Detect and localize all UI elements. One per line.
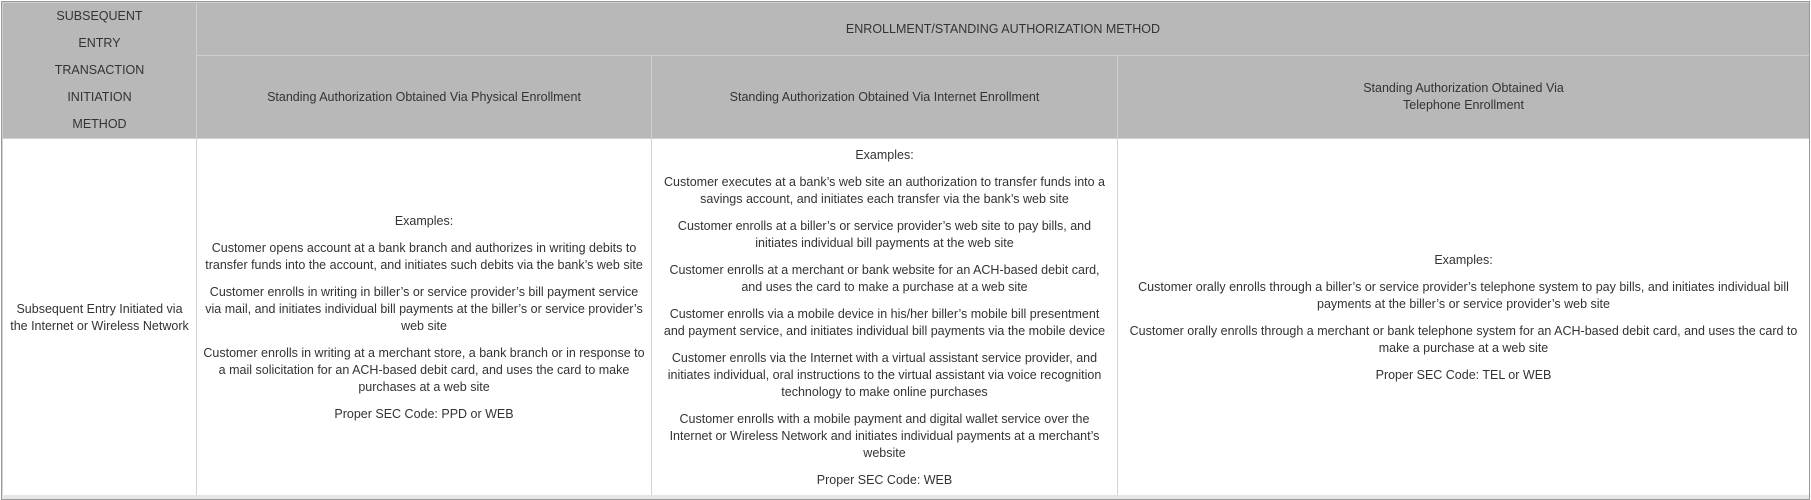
corner-header-line: ENTRY xyxy=(78,36,121,50)
column-header-telephone-text: Standing Authorization Obtained Via Telephone Enrollment xyxy=(1363,81,1564,113)
example-item: Customer enrolls in writing in biller’s or service provider’s bill payment service via mail, and initiates individual bill payments at the biller’s or service provider’s web site xyxy=(205,284,643,333)
example-item: Customer enrolls at a biller’s or service provider’s web site to pay bills, and initiates individual bill payments at the web site xyxy=(677,218,1092,250)
example-item: Customer executes at a bank’s web site an authorization to transfer funds into a savings account, and initiates each transfer via the bank’s web site xyxy=(664,174,1105,206)
corner-header-line: TRANSACTION xyxy=(54,63,145,77)
row-label: Subsequent Entry Initiated via the Internet or Wireless Network xyxy=(10,301,189,333)
examples-heading: Examples: xyxy=(1434,252,1493,267)
column-header-internet: Standing Authorization Obtained Via Internet Enrollment xyxy=(652,56,1118,139)
examples-heading: Examples: xyxy=(394,213,454,228)
enrollment-method-header: ENROLLMENT/STANDING AUTHORIZATION METHOD xyxy=(197,3,1810,56)
example-item: Customer enrolls at a merchant or bank website for an ACH-based debit card, and uses the card to make a purchase at a web site xyxy=(669,262,1100,294)
column-header-telephone xyxy=(1118,56,1810,139)
example-item: Customer enrolls in writing at a merchant store, a bank branch or in response to a mail solicitation for an ACH-based debit card, and uses the card to make purchases at a web site xyxy=(203,345,645,394)
sec-code-text: Proper SEC Code: WEB xyxy=(816,472,953,487)
example-item: Customer opens account at a bank branch and authorizes in writing debits to transfer funds into the account, and initiates such debits via the bank’s web site xyxy=(205,240,643,272)
example-item: Customer enrolls via the Internet with a virtual assistant service provider, and initiates individual, oral instructions to the virtual assistant via voice recognition technology to make online purchases xyxy=(667,350,1102,399)
sec-code-table-container xyxy=(1,1,1810,500)
examples-heading: Examples: xyxy=(855,147,914,162)
example-item: Customer orally enrolls through a biller’s or service provider’s telephone system to pay bills, and initiates individual bill payments at the biller’s or service provider’s web site xyxy=(1138,279,1789,311)
sec-code-text: Proper SEC Code: TEL or WEB xyxy=(1375,367,1552,382)
internet-enrollment-cell xyxy=(652,139,1118,497)
sec-code-table xyxy=(2,2,1810,497)
column-header-physical: Standing Authorization Obtained Via Physical Enrollment xyxy=(197,56,652,139)
example-item: Customer enrolls via a mobile device in his/her biller’s mobile bill presentment and payment service, and initiates individual bill payments via the mobile device xyxy=(663,306,1106,338)
physical-enrollment-cell xyxy=(197,139,652,497)
example-item: Customer orally enrolls through a merchant or bank telephone system for an ACH-based debit card, and uses the card to make a purchase at a web site xyxy=(1129,323,1798,355)
corner-header-line: METHOD xyxy=(72,117,127,131)
table-row xyxy=(3,139,1810,497)
sec-code-text: Proper SEC Code: PPD or WEB xyxy=(334,406,514,421)
corner-header-cell xyxy=(3,3,197,139)
example-item: Customer enrolls with a mobile payment and digital wallet service over the Internet or Wireless Network and initiates individual payments at a merchant’s website xyxy=(669,411,1100,460)
row-label-cell xyxy=(3,139,197,497)
telephone-enrollment-cell xyxy=(1118,139,1810,497)
corner-header-line: INITIATION xyxy=(67,90,132,104)
table-bottom-border xyxy=(2,495,1809,499)
corner-header-line: SUBSEQUENT xyxy=(56,9,143,23)
